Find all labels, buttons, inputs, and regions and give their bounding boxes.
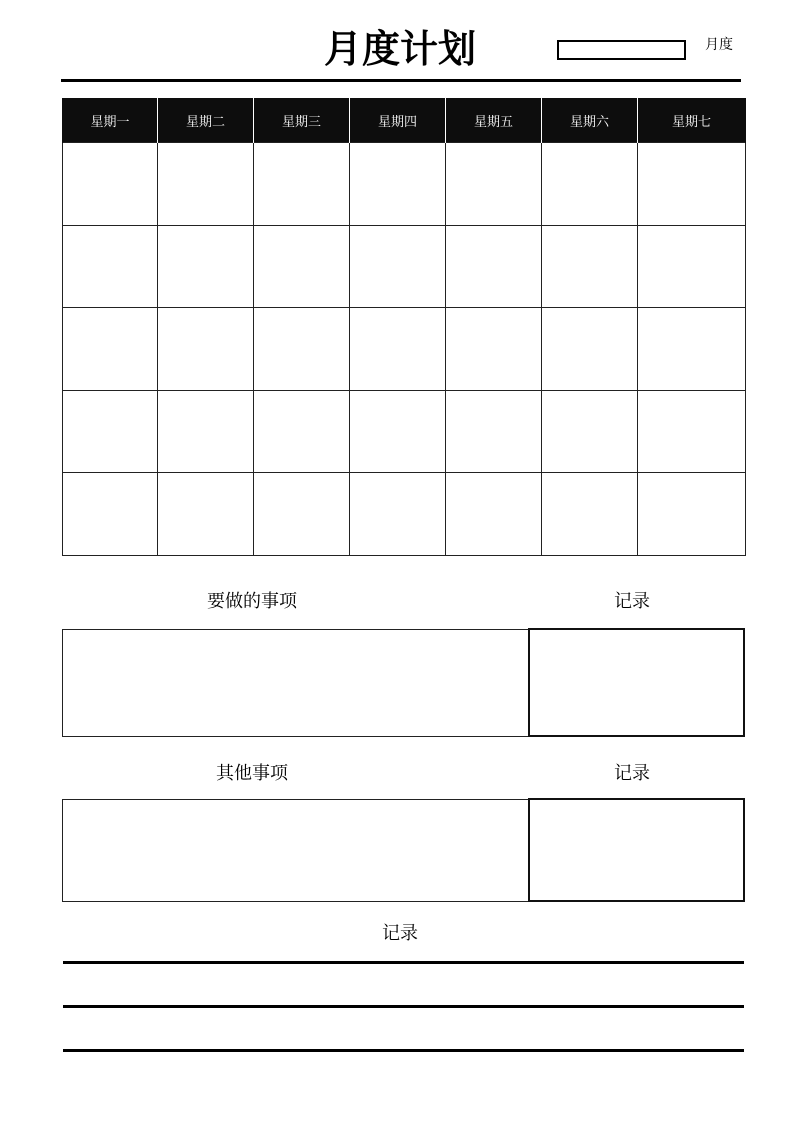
month-label: 月度 [705, 37, 733, 53]
calendar-day-cell[interactable] [542, 390, 638, 473]
notes-line[interactable] [63, 1005, 744, 1008]
calendar-day-cell[interactable] [63, 308, 158, 391]
notes-heading: 记录 [382, 923, 418, 944]
title-divider [61, 79, 741, 82]
calendar-day-cell[interactable] [254, 390, 350, 473]
weekday-header: 星期四 [350, 98, 446, 143]
other-box[interactable] [62, 799, 530, 902]
calendar-day-cell[interactable] [158, 390, 254, 473]
month-input-box[interactable] [557, 40, 686, 60]
todo-record-heading: 记录 [614, 591, 650, 612]
calendar-grid [62, 98, 746, 556]
calendar-day-cell[interactable] [350, 308, 446, 391]
other-record-heading: 记录 [614, 763, 650, 784]
other-record-box[interactable] [528, 798, 745, 902]
calendar-week-row [63, 473, 746, 556]
calendar-week-row [63, 308, 746, 391]
calendar-day-cell[interactable] [63, 143, 158, 226]
calendar-day-cell[interactable] [254, 143, 350, 226]
calendar-day-cell[interactable] [542, 225, 638, 308]
calendar-day-cell[interactable] [158, 143, 254, 226]
calendar-day-cell[interactable] [63, 225, 158, 308]
todo-box[interactable] [62, 629, 530, 737]
weekday-header: 星期三 [254, 98, 350, 143]
calendar-day-cell[interactable] [350, 225, 446, 308]
notes-line[interactable] [63, 1049, 744, 1052]
calendar-week-row [63, 390, 746, 473]
calendar-day-cell[interactable] [63, 390, 158, 473]
calendar-week-row [63, 143, 746, 226]
calendar-day-cell[interactable] [638, 143, 746, 226]
calendar-day-cell[interactable] [254, 225, 350, 308]
calendar-day-cell[interactable] [446, 390, 542, 473]
calendar-day-cell[interactable] [63, 473, 158, 556]
calendar-day-cell[interactable] [350, 143, 446, 226]
weekday-header: 星期七 [638, 98, 746, 143]
calendar-day-cell[interactable] [638, 308, 746, 391]
todo-heading: 要做的事项 [207, 591, 297, 612]
calendar-day-cell[interactable] [638, 473, 746, 556]
calendar-day-cell[interactable] [350, 473, 446, 556]
weekday-header-row [63, 98, 746, 143]
calendar-day-cell[interactable] [638, 390, 746, 473]
weekday-header: 星期一 [63, 98, 158, 143]
calendar-day-cell[interactable] [158, 473, 254, 556]
calendar-day-cell[interactable] [446, 308, 542, 391]
page-title: 月度计划 [323, 27, 476, 71]
calendar-day-cell[interactable] [254, 473, 350, 556]
calendar-day-cell[interactable] [254, 308, 350, 391]
notes-line[interactable] [63, 961, 744, 964]
todo-record-box[interactable] [528, 628, 745, 737]
weekday-header: 星期二 [158, 98, 254, 143]
weekday-header: 星期五 [446, 98, 542, 143]
calendar-week-row [63, 225, 746, 308]
calendar-day-cell[interactable] [446, 225, 542, 308]
calendar-day-cell[interactable] [350, 390, 446, 473]
calendar-day-cell[interactable] [542, 308, 638, 391]
weekday-header: 星期六 [542, 98, 638, 143]
calendar-day-cell[interactable] [158, 308, 254, 391]
calendar-day-cell[interactable] [542, 473, 638, 556]
calendar-day-cell[interactable] [446, 473, 542, 556]
other-heading: 其他事项 [216, 763, 288, 784]
calendar-day-cell[interactable] [638, 225, 746, 308]
calendar-day-cell[interactable] [158, 225, 254, 308]
calendar-day-cell[interactable] [446, 143, 542, 226]
calendar-day-cell[interactable] [542, 143, 638, 226]
